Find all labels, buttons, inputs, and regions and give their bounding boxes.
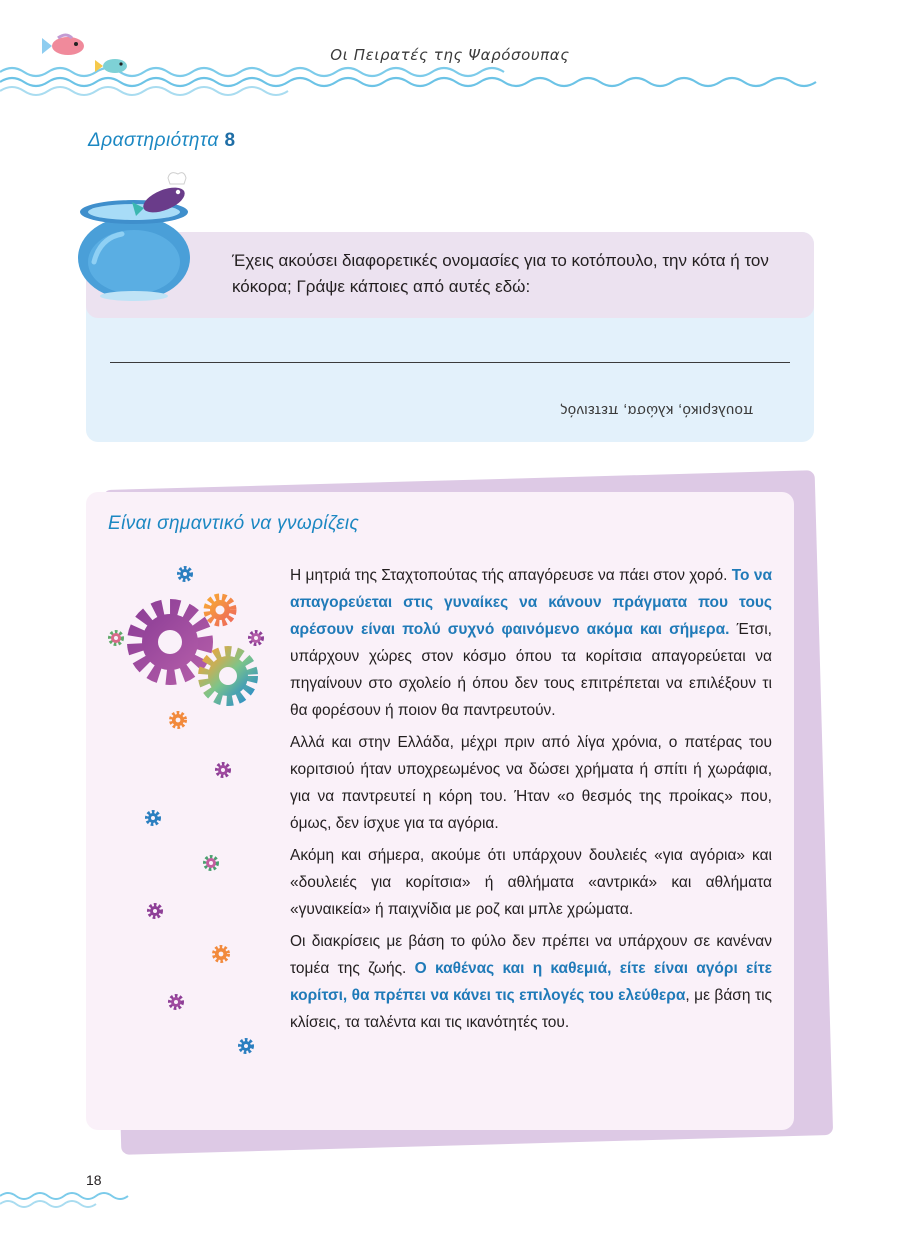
gear-icon [179,568,191,580]
activity-title [88,130,236,152]
wave-decoration [0,1188,130,1218]
activity-question: Έχεις ακούσει διαφορετικές ονομασίες για το κοτόπουλο, την κότα ή τον κόκορα; Γράψε κάποιες από αυτές εδώ: [232,251,769,296]
text-span: , με βάση τις κλίσεις, τα ταλέντα και τις ικανότητές του. [290,987,772,1031]
running-header-title: Οι Πειρατές της Ψαρόσουπας [330,46,570,64]
answer-line[interactable] [110,362,790,363]
gear-icon [204,652,252,700]
info-body [290,562,772,1041]
gear-icon [149,905,161,917]
text-span: Η μητριά της Σταχτοπούτας τής απαγόρευσε να πάει στον χορό. [290,567,732,584]
gear-icon [170,996,182,1008]
info-paragraph: Αλλά και στην Ελλάδα, μέχρι πριν από λίγα χρόνια, ο πατέρας του κοριτσιού ήταν υποχρεωμένος να δώσει χρήματα ή σπίτι ή χωράφια, για να παντρευτεί η κόρη του. Ήταν «ο θεσμός της προίκας» που, όμως, δεν ίσχυε για τα αγόρια. [290,734,772,832]
gear-icon [147,812,159,824]
info-title: Είναι σημαντικό να γνωρίζεις [108,513,360,534]
page-number: 18 [86,1172,102,1188]
text-span: Οι διακρίσεις με βάση το φύλο δεν πρέπει να υπάρχουν σε κανέναν τομέα της ζωής. [290,933,772,977]
gear-icon [110,632,122,644]
gear-icon [136,608,204,676]
fish-icon [18,28,138,88]
gear-icon [240,1040,252,1052]
highlighted-text: Το να απαγορεύεται στις γυναίκες να κάνουν πράγματα που τους αρέσουν είναι πολύ συχνό φαινόμενο ακόμα και σήμερα. [290,567,772,638]
gear-icon [171,713,185,727]
gear-icon [250,632,262,644]
upside-down-hint: πουλερικό, κλώσα, πετεινός [560,402,754,419]
text-span: Έτσι, υπάρχουν χώρες στον κόσμο όπου τα κορίτσια απαγορεύεται να πηγαίνουν στο σχολείο ή όπου δεν τους επιτρέπεται να επιλέξουν τι θα φορέσουν ή ποιον θα παντρευτούν. [290,621,772,719]
info-paragraph [290,928,772,1036]
info-paragraph: Ακόμη και σήμερα, ακούμε ότι υπάρχουν δουλειές «για αγόρια» και «δουλειές για κορίτσια» ή αθλήματα «αντρικά» και αθλήματα «γυναικεία» ή παιχνίδια με ροζ και μπλε χρώματα. [290,847,772,918]
highlighted-text: Ο καθένας και η καθεμιά, είτε είναι αγόρι είτε κορίτσι, θα πρέπει να κάνει τις επιλογές του ελεύθερα [290,960,772,1004]
activity-number: 8 [224,130,236,151]
gear-icon [207,597,233,623]
activity-title-label: Δραστηριότητα [88,130,219,151]
info-paragraph [290,562,772,724]
gear-icon [214,947,228,961]
fish-pot-illustration [72,170,202,310]
gear-icon [217,764,229,776]
gears-illustration [96,560,286,1060]
gear-icon [205,857,217,869]
